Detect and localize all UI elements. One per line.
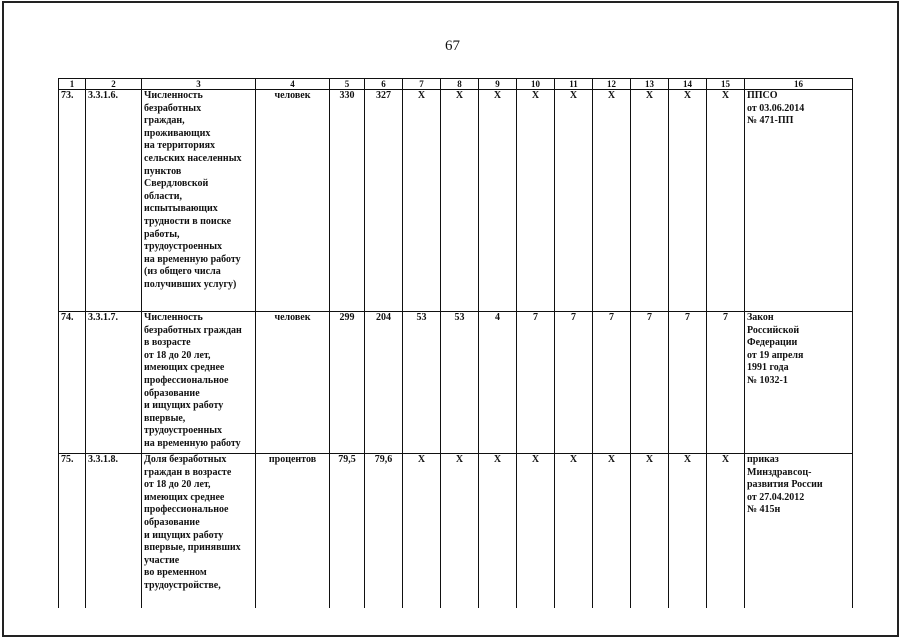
row-legal-basis: ППСО от 03.06.2014 № 471-ПП bbox=[745, 90, 853, 312]
value-cell: X bbox=[479, 90, 517, 312]
value-cell: 7 bbox=[555, 312, 593, 454]
indicators-table bbox=[58, 78, 853, 608]
row-unit: процентов bbox=[256, 454, 330, 609]
value-cell: 7 bbox=[669, 312, 707, 454]
row-unit: человек bbox=[256, 90, 330, 312]
value-cell: 79,6 bbox=[365, 454, 403, 609]
value-cell: 79,5 bbox=[330, 454, 365, 609]
value-cell: X bbox=[631, 454, 669, 609]
value-cell: 327 bbox=[365, 90, 403, 312]
row-number: 73. bbox=[59, 90, 86, 312]
header-cell: 13 bbox=[631, 79, 669, 90]
header-cell: 4 bbox=[256, 79, 330, 90]
table-row bbox=[59, 454, 853, 609]
row-legal-basis: приказ Минздравсоц- развития России от 27.04.2012 № 415н bbox=[745, 454, 853, 609]
page-number: 67 bbox=[445, 38, 460, 54]
row-code: 3.3.1.8. bbox=[86, 454, 142, 609]
value-cell: X bbox=[555, 90, 593, 312]
header-cell: 15 bbox=[707, 79, 745, 90]
row-number: 75. bbox=[59, 454, 86, 609]
row-description: Численность безработных граждан, проживающих на территориях сельских населенных пунктов Свердловской области, испытывающих трудности в поиске работы, трудоустроенных на временную работу (из общего числа получивших услугу) bbox=[142, 90, 256, 312]
header-cell: 14 bbox=[669, 79, 707, 90]
value-cell: 299 bbox=[330, 312, 365, 454]
value-cell: X bbox=[517, 90, 555, 312]
value-cell: X bbox=[669, 90, 707, 312]
table-row bbox=[59, 90, 853, 312]
value-cell: 7 bbox=[707, 312, 745, 454]
value-cell: X bbox=[403, 90, 441, 312]
row-code: 3.3.1.6. bbox=[86, 90, 142, 312]
header-cell: 6 bbox=[365, 79, 403, 90]
value-cell: 53 bbox=[403, 312, 441, 454]
header-cell: 16 bbox=[745, 79, 853, 90]
header-cell: 10 bbox=[517, 79, 555, 90]
value-cell: X bbox=[441, 90, 479, 312]
value-cell: 330 bbox=[330, 90, 365, 312]
value-cell: X bbox=[631, 90, 669, 312]
value-cell: 4 bbox=[479, 312, 517, 454]
header-cell: 8 bbox=[441, 79, 479, 90]
header-cell: 9 bbox=[479, 79, 517, 90]
row-description: Доля безработных граждан в возрасте от 18 до 20 лет, имеющих среднее профессиональное образование и ищущих работу впервые, принявших участие во временном трудоустройстве, bbox=[142, 454, 256, 609]
header-row bbox=[59, 79, 853, 90]
value-cell: 7 bbox=[517, 312, 555, 454]
value-cell: X bbox=[441, 454, 479, 609]
row-legal-basis: Закон Российской Федерации от 19 апреля 1991 года № 1032-1 bbox=[745, 312, 853, 454]
value-cell: X bbox=[403, 454, 441, 609]
value-cell: 7 bbox=[593, 312, 631, 454]
header-cell: 12 bbox=[593, 79, 631, 90]
row-code: 3.3.1.7. bbox=[86, 312, 142, 454]
row-number: 74. bbox=[59, 312, 86, 454]
value-cell: X bbox=[555, 454, 593, 609]
header-cell: 1 bbox=[59, 79, 86, 90]
value-cell: X bbox=[669, 454, 707, 609]
header-cell: 5 bbox=[330, 79, 365, 90]
value-cell: 53 bbox=[441, 312, 479, 454]
value-cell: 7 bbox=[631, 312, 669, 454]
value-cell: X bbox=[517, 454, 555, 609]
table-row bbox=[59, 312, 853, 454]
value-cell: X bbox=[707, 454, 745, 609]
value-cell: X bbox=[479, 454, 517, 609]
value-cell: 204 bbox=[365, 312, 403, 454]
value-cell: X bbox=[593, 90, 631, 312]
header-cell: 2 bbox=[86, 79, 142, 90]
header-cell: 7 bbox=[403, 79, 441, 90]
row-description: Численность безработных граждан в возрасте от 18 до 20 лет, имеющих среднее профессиональное образование и ищущих работу впервые, трудоустроенных на временную работу bbox=[142, 312, 256, 454]
value-cell: X bbox=[707, 90, 745, 312]
row-unit: человек bbox=[256, 312, 330, 454]
value-cell: X bbox=[593, 454, 631, 609]
header-cell: 11 bbox=[555, 79, 593, 90]
header-cell: 3 bbox=[142, 79, 256, 90]
